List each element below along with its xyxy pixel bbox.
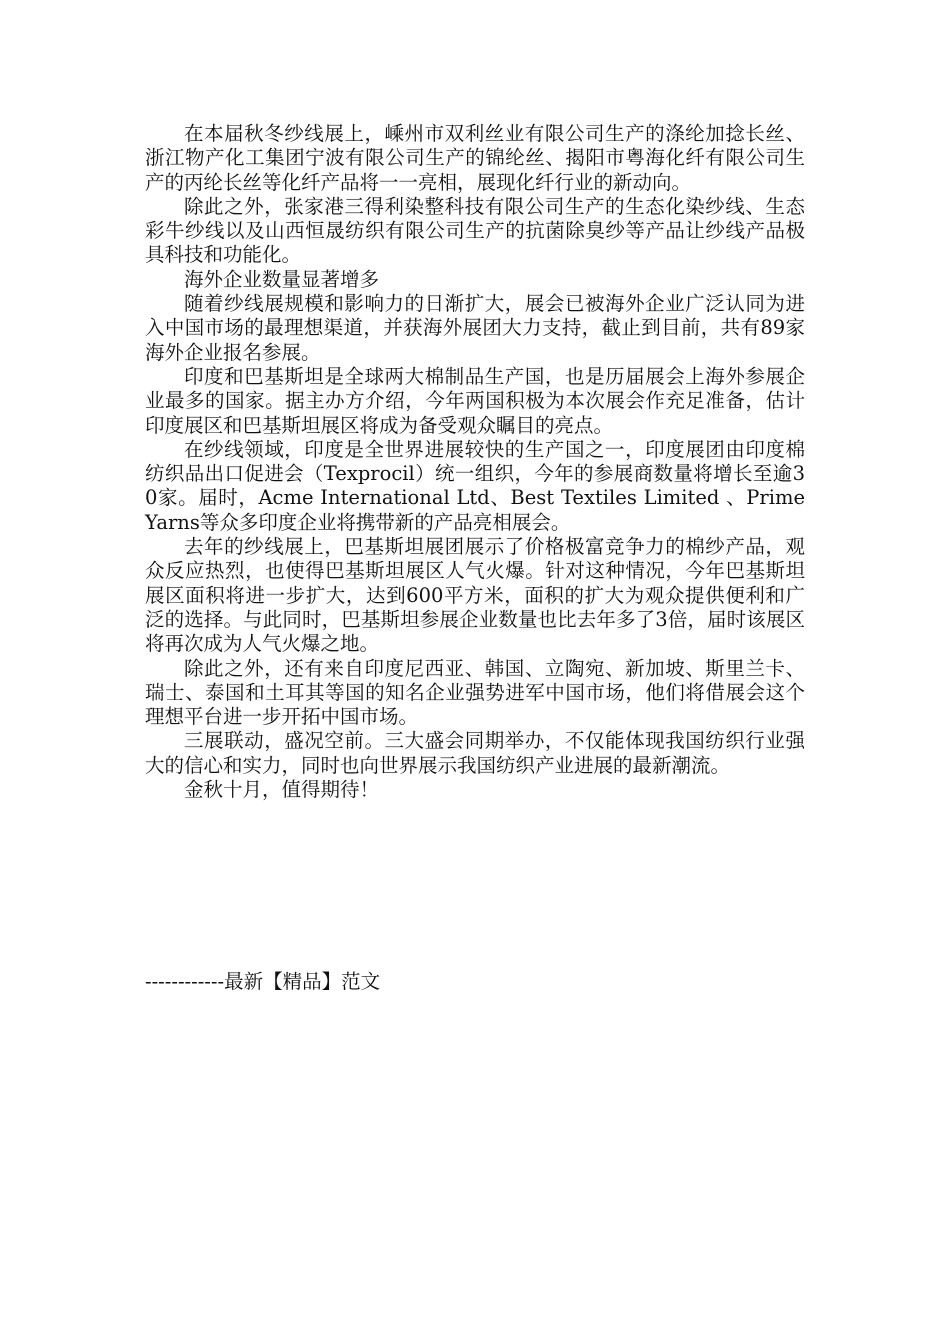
paragraph: 在本届秋冬纱线展上，嵊州市双利丝业有限公司生产的涤纶加捻长丝、浙江物产化工集团宁波有限公司生产的锦纶丝、揭阳市粤海化纤有限公司生产的丙纶长丝等化纤产品将一一亮相，展现化纤行业的新动向。 <box>145 122 805 194</box>
closing-line: 金秋十月，值得期待！ <box>184 778 380 802</box>
paragraph: 印度和巴基斯坦是全球两大棉制品生产国，也是历届展会上海外参展企业最多的国家。据主办方介绍，今年两国积极为本次展会作充足准备，估计印度展区和巴基斯坦展区将成为备受观众瞩目的亮点。 <box>145 364 805 437</box>
paragraph: 在纱线领域，印度是全世界进展较快的生产国之一，印度展团由印度棉纺织品出口促进会（Texprocil）统一组织，今年的参展商数量将增长至逾30家。届时，Acme International Ltd、Best Textiles Limited 、Prime Yarns等众多印度企业将携带新的产品亮相展会。 <box>145 437 805 534</box>
paragraph: 三展联动，盛况空前。三大盛会同期举办，不仅能体现我国纺织行业强大的信心和实力，同时也向世界展示我国纺织产业进展的最新潮流。 <box>145 729 805 777</box>
paragraph: 随着纱线展规模和影响力的日渐扩大，展会已被海外企业广泛认同为进入中国市场的最理想渠道，并获海外展团大力支持，截止到目前，共有89家海外企业报名参展。 <box>145 292 805 364</box>
section-heading: 海外企业数量显著增多 <box>184 267 380 291</box>
paragraph: 除此之外，还有来自印度尼西亚、韩国、立陶宛、新加坡、斯里兰卡、瑞士、泰国和土耳其等国的知名企业强势进军中国市场，他们将借展会这个理想平台进一步开拓中国市场。 <box>145 656 805 729</box>
paragraph: 去年的纱线展上，巴基斯坦展团展示了价格极富竞争力的棉纱产品，观众反应热烈，也使得巴基斯坦展区人气火爆。针对这种情况，今年巴基斯坦展区面积将进一步扩大，达到600平方米，面积的扩大为观众提供便利和广泛的选择。与此同时，巴基斯坦参展企业数量也比去年多了3倍，届时该展区将再次成为人气火爆之地。 <box>145 535 805 656</box>
footer-label: ------------最新【精品】范文 <box>145 970 381 993</box>
paragraph: 除此之外，张家港三得利染整科技有限公司生产的生态化染纱线、生态彩牛纱线以及山西恒晟纺织有限公司生产的抗菌除臭纱等产品让纱线产品极具科技和功能化。 <box>145 194 805 267</box>
article-body <box>145 122 805 802</box>
